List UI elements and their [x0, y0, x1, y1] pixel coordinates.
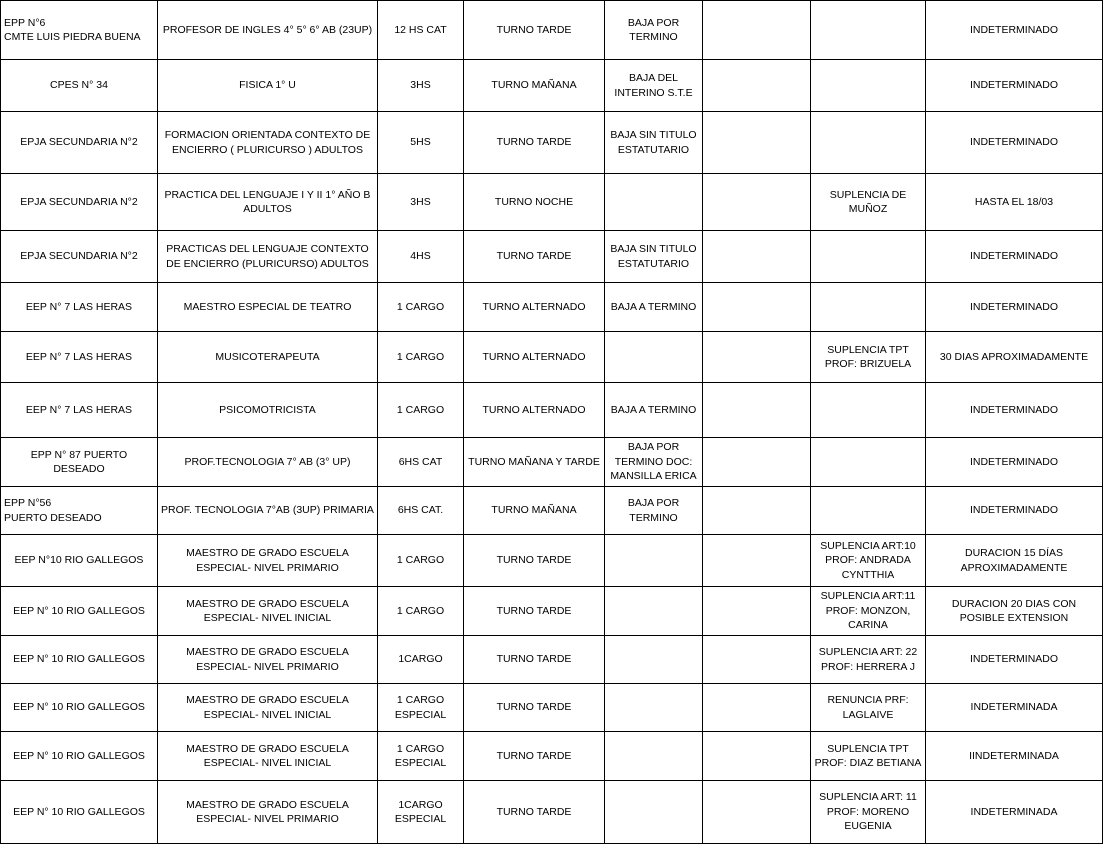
shift-cell: TURNO TARDE: [464, 231, 605, 283]
empty-cell: [703, 60, 811, 112]
hours-cell: 1 CARGO: [378, 283, 464, 332]
shift-cell: TURNO MAÑANA Y TARDE: [464, 438, 605, 487]
empty-cell: [703, 781, 811, 844]
hours-cell: 1 CARGO: [378, 535, 464, 587]
duration-cell: HASTA EL 18/03: [926, 174, 1103, 231]
table-row: [1, 684, 1103, 732]
position-cell: MAESTRO DE GRADO ESCUELA ESPECIAL- NIVEL PRIMARIO: [158, 781, 378, 844]
substitution-cell: [811, 112, 926, 174]
reason-cell: BAJA POR TERMINO DOC: MANSILLA ERICA: [605, 438, 703, 487]
shift-cell: TURNO TARDE: [464, 112, 605, 174]
position-cell: PROF.TECNOLOGIA 7° AB (3° UP): [158, 438, 378, 487]
duration-cell: 30 DIAS APROXIMADAMENTE: [926, 332, 1103, 383]
reason-cell: BAJA SIN TITULO ESTATUTARIO: [605, 231, 703, 283]
position-cell: MUSICOTERAPEUTA: [158, 332, 378, 383]
hours-cell: 3HS: [378, 174, 464, 231]
duration-cell: IINDETERMINADA: [926, 732, 1103, 781]
empty-cell: [703, 112, 811, 174]
table-row: [1, 535, 1103, 587]
hours-cell: 1 CARGO: [378, 332, 464, 383]
shift-cell: TURNO TARDE: [464, 587, 605, 636]
shift-cell: TURNO TARDE: [464, 535, 605, 587]
hours-cell: 1CARGO: [378, 636, 464, 684]
duration-cell: DURACION 20 DIAS CON POSIBLE EXTENSION: [926, 587, 1103, 636]
table-row: [1, 732, 1103, 781]
substitution-cell: [811, 383, 926, 438]
duration-cell: INDETERMINADO: [926, 60, 1103, 112]
school-cell: EEP N° 7 LAS HERAS: [1, 332, 158, 383]
shift-cell: TURNO TARDE: [464, 781, 605, 844]
duration-cell: INDETERMINADO: [926, 112, 1103, 174]
shift-cell: TURNO ALTERNADO: [464, 383, 605, 438]
table-row: [1, 60, 1103, 112]
reason-cell: BAJA A TERMINO: [605, 383, 703, 438]
position-cell: PROFESOR DE INGLES 4° 5° 6° AB (23UP): [158, 1, 378, 60]
substitution-cell: SUPLENCIA ART:10 PROF: ANDRADA CYNTTHIA: [811, 535, 926, 587]
empty-cell: [703, 684, 811, 732]
shift-cell: TURNO MAÑANA: [464, 60, 605, 112]
hours-cell: 1 CARGO ESPECIAL: [378, 684, 464, 732]
empty-cell: [703, 587, 811, 636]
empty-cell: [703, 438, 811, 487]
shift-cell: TURNO ALTERNADO: [464, 332, 605, 383]
empty-cell: [703, 332, 811, 383]
hours-cell: 5HS: [378, 112, 464, 174]
school-cell: EPP N° 87 PUERTO DESEADO: [1, 438, 158, 487]
school-cell: EEP N° 10 RIO GALLEGOS: [1, 684, 158, 732]
duration-cell: INDETERMINADO: [926, 487, 1103, 535]
hours-cell: 1 CARGO: [378, 587, 464, 636]
school-cell: EEP N° 10 RIO GALLEGOS: [1, 732, 158, 781]
reason-cell: [605, 332, 703, 383]
empty-cell: [703, 383, 811, 438]
duration-cell: INDETERMINADO: [926, 231, 1103, 283]
duration-cell: INDETERMINADO: [926, 636, 1103, 684]
shift-cell: TURNO TARDE: [464, 732, 605, 781]
reason-cell: BAJA POR TERMINO: [605, 487, 703, 535]
hours-cell: 1 CARGO: [378, 383, 464, 438]
substitution-cell: SUPLENCIA ART: 22 PROF: HERRERA J: [811, 636, 926, 684]
duration-cell: DURACION 15 DÍAS APROXIMADAMENTE: [926, 535, 1103, 587]
table-row: [1, 438, 1103, 487]
position-cell: MAESTRO DE GRADO ESCUELA ESPECIAL- NIVEL PRIMARIO: [158, 535, 378, 587]
table-row: [1, 636, 1103, 684]
school-cell: EEP N° 7 LAS HERAS: [1, 383, 158, 438]
hours-cell: 6HS CAT: [378, 438, 464, 487]
shift-cell: TURNO TARDE: [464, 684, 605, 732]
table-row: [1, 174, 1103, 231]
table-row: [1, 283, 1103, 332]
shift-cell: TURNO TARDE: [464, 636, 605, 684]
duration-cell: INDETERMINADA: [926, 781, 1103, 844]
substitution-cell: [811, 283, 926, 332]
duration-cell: INDETERMINADO: [926, 1, 1103, 60]
table-row: [1, 112, 1103, 174]
reason-cell: BAJA A TERMINO: [605, 283, 703, 332]
hours-cell: 1CARGO ESPECIAL: [378, 781, 464, 844]
substitution-cell: SUPLENCIA ART:11 PROF: MONZON, CARINA: [811, 587, 926, 636]
school-cell: EPP N°6 CMTE LUIS PIEDRA BUENA: [1, 1, 158, 60]
position-cell: MAESTRO DE GRADO ESCUELA ESPECIAL- NIVEL INICIAL: [158, 684, 378, 732]
hours-cell: 3HS: [378, 60, 464, 112]
substitution-cell: RENUNCIA PRF: LAGLAIVE: [811, 684, 926, 732]
position-cell: FORMACION ORIENTADA CONTEXTO DE ENCIERRO ( PLURICURSO ) ADULTOS: [158, 112, 378, 174]
position-cell: MAESTRO ESPECIAL DE TEATRO: [158, 283, 378, 332]
duration-cell: INDETERMINADO: [926, 438, 1103, 487]
substitution-cell: [811, 60, 926, 112]
reason-cell: BAJA DEL INTERINO S.T.E: [605, 60, 703, 112]
shift-cell: TURNO MAÑANA: [464, 487, 605, 535]
substitution-cell: SUPLENCIA DE MUÑOZ: [811, 174, 926, 231]
hours-cell: 12 HS CAT: [378, 1, 464, 60]
empty-cell: [703, 487, 811, 535]
empty-cell: [703, 1, 811, 60]
reason-cell: [605, 732, 703, 781]
table-row: [1, 383, 1103, 438]
shift-cell: TURNO ALTERNADO: [464, 283, 605, 332]
table-row: [1, 781, 1103, 844]
table-row: [1, 1, 1103, 60]
school-cell: EEP N° 10 RIO GALLEGOS: [1, 587, 158, 636]
empty-cell: [703, 732, 811, 781]
reason-cell: [605, 535, 703, 587]
position-cell: FISICA 1° U: [158, 60, 378, 112]
school-cell: EEP N° 10 RIO GALLEGOS: [1, 636, 158, 684]
duration-cell: INDETERMINADO: [926, 383, 1103, 438]
empty-cell: [703, 283, 811, 332]
reason-cell: [605, 684, 703, 732]
school-cell: EPJA SECUNDARIA N°2: [1, 112, 158, 174]
school-cell: EEP N° 7 LAS HERAS: [1, 283, 158, 332]
school-cell: EEP N° 10 RIO GALLEGOS: [1, 781, 158, 844]
hours-cell: 6HS CAT.: [378, 487, 464, 535]
reason-cell: [605, 781, 703, 844]
substitution-cell: [811, 487, 926, 535]
table-row: [1, 231, 1103, 283]
table-row: [1, 332, 1103, 383]
position-cell: MAESTRO DE GRADO ESCUELA ESPECIAL- NIVEL INICIAL: [158, 732, 378, 781]
substitution-cell: SUPLENCIA TPT PROF: BRIZUELA: [811, 332, 926, 383]
position-cell: PSICOMOTRICISTA: [158, 383, 378, 438]
reason-cell: [605, 174, 703, 231]
position-cell: PRACTICAS DEL LENGUAJE CONTEXTO DE ENCIERRO (PLURICURSO) ADULTOS: [158, 231, 378, 283]
school-cell: EPJA SECUNDARIA N°2: [1, 174, 158, 231]
position-cell: PRACTICA DEL LENGUAJE I Y II 1° AÑO B ADULTOS: [158, 174, 378, 231]
empty-cell: [703, 231, 811, 283]
school-cell: CPES N° 34: [1, 60, 158, 112]
school-cell: EPJA SECUNDARIA N°2: [1, 231, 158, 283]
empty-cell: [703, 636, 811, 684]
duration-cell: INDETERMINADO: [926, 283, 1103, 332]
substitution-cell: [811, 1, 926, 60]
substitution-cell: SUPLENCIA ART: 11 PROF: MORENO EUGENIA: [811, 781, 926, 844]
position-cell: PROF. TECNOLOGIA 7°AB (3UP) PRIMARIA: [158, 487, 378, 535]
reason-cell: BAJA POR TERMINO: [605, 1, 703, 60]
hours-cell: 4HS: [378, 231, 464, 283]
shift-cell: TURNO NOCHE: [464, 174, 605, 231]
table-row: [1, 487, 1103, 535]
position-cell: MAESTRO DE GRADO ESCUELA ESPECIAL- NIVEL PRIMARIO: [158, 636, 378, 684]
empty-cell: [703, 535, 811, 587]
table-body: [1, 1, 1103, 844]
substitution-cell: [811, 438, 926, 487]
position-cell: MAESTRO DE GRADO ESCUELA ESPECIAL- NIVEL INICIAL: [158, 587, 378, 636]
reason-cell: [605, 587, 703, 636]
reason-cell: BAJA SIN TITULO ESTATUTARIO: [605, 112, 703, 174]
reason-cell: [605, 636, 703, 684]
school-cell: EEP N°10 RIO GALLEGOS: [1, 535, 158, 587]
substitution-cell: [811, 231, 926, 283]
school-cell: EPP N°56 PUERTO DESEADO: [1, 487, 158, 535]
hours-cell: 1 CARGO ESPECIAL: [378, 732, 464, 781]
empty-cell: [703, 174, 811, 231]
substitution-cell: SUPLENCIA TPT PROF: DIAZ BETIANA: [811, 732, 926, 781]
shift-cell: TURNO TARDE: [464, 1, 605, 60]
duration-cell: INDETERMINADA: [926, 684, 1103, 732]
table-row: [1, 587, 1103, 636]
